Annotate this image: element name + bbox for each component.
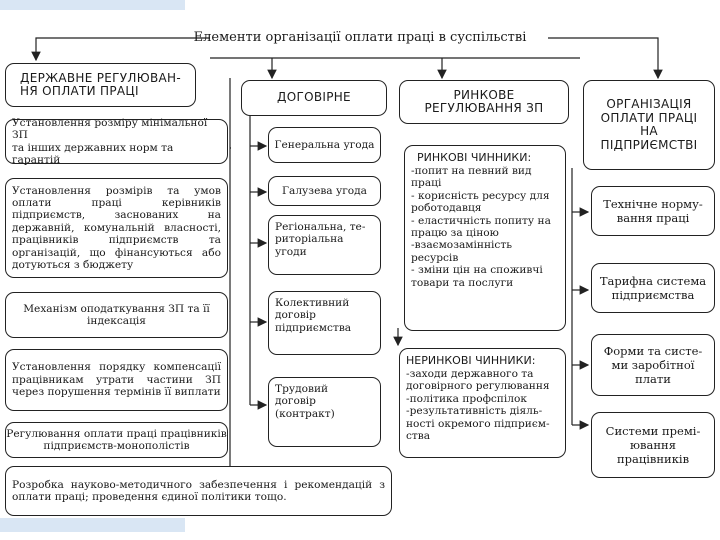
enterprise-item-bonus-text: Системи премі- ювання працівників	[605, 424, 701, 466]
state-item-compensation	[5, 349, 228, 411]
bottom-item-methodology	[5, 466, 392, 516]
market-factors-box	[404, 145, 566, 331]
contract-item-collective-text: Колективний договір підприємства	[275, 297, 352, 334]
enterprise-item-tariff	[591, 263, 715, 313]
enterprise-item-norms	[591, 186, 715, 236]
state-item-taxation-text: Механізм оподаткування ЗП та її індексація	[23, 302, 210, 327]
enterprise-item-norms-text: Технічне норму- вання праці	[603, 197, 703, 225]
enterprise-item-bonus	[591, 412, 715, 478]
contract-item-general	[268, 127, 381, 163]
market-factors-heading: РИНКОВІ ЧИННИКИ:	[417, 151, 532, 164]
diagram-title: Елементи організації оплати праці в суспільстві	[193, 30, 527, 45]
contract-item-regional-text: Регіональна, те- риторіальна угоди	[275, 221, 366, 258]
nonmarket-factors-list: -заходи державного та договірного регулювання -політика профспілок -результативність діяль- ності окремого підприєм- ства	[406, 368, 550, 443]
state-item-monopolists	[5, 422, 228, 458]
state-item-managers-pay-text: Установлення розмірів та умов оплати праці керівників підприємств, заснованих на державній, комунальній власності, працівників підприємств та організацій, що фінансуються або дотуються з бюджету	[12, 184, 221, 272]
state-item-monopolists-text: Регулювання оплати праці працівників підприємств-монополістів	[6, 427, 227, 452]
market-regulation-label: РИНКОВЕ РЕГУЛЮВАННЯ ЗП	[424, 87, 544, 115]
contract-item-labor-text: Трудовий договір (контракт)	[275, 383, 335, 420]
nonmarket-factors-box	[399, 348, 566, 458]
contract-regulation-box	[241, 80, 387, 116]
contract-item-collective	[268, 291, 381, 355]
contract-item-regional	[268, 215, 381, 275]
bottom-item-methodology-text: Розробка науково-методичного забезпечення і рекомендацій з оплати праці; проведення єдиної політики тощо.	[12, 478, 385, 503]
state-item-min-wage-text: Установлення розміру мінімальної ЗП та інших державних норм та гарантій	[12, 116, 208, 166]
state-regulation-label: ДЕРЖАВНЕ РЕГУЛЮВАН- НЯ ОПЛАТИ ПРАЦІ	[20, 70, 181, 98]
market-factors-list: -попит на певний вид праці - корисність ресурсу для роботодавця - еластичність попиту на працю за ціною -взаємозамінність ресурсів - зміни цін на споживчі товари та послуги	[411, 165, 551, 289]
market-regulation-box	[399, 80, 569, 124]
state-item-min-wage	[5, 116, 228, 166]
enterprise-item-forms-text: Форми та систе- ми заробітної плати	[603, 344, 703, 386]
enterprise-item-tariff-text: Тарифна система підприємства	[599, 274, 707, 302]
contract-item-general-text: Генеральна угода	[274, 138, 375, 151]
state-item-managers-pay	[5, 178, 228, 278]
state-item-taxation	[5, 292, 228, 338]
state-regulation-box	[5, 63, 196, 107]
contract-item-labor	[268, 377, 381, 447]
enterprise-organization-box	[583, 80, 715, 170]
contract-regulation-label: ДОГОВІРНЕ	[277, 90, 351, 105]
enterprise-organization-label: ОРГАНІЗАЦІЯ ОПЛАТИ ПРАЦІ НА ПІДПРИЄМСТВІ	[600, 97, 698, 152]
state-item-compensation-text: Установлення порядку компенсації працівникам утрати частини ЗП через порушення термінів її виплати	[12, 361, 221, 399]
contract-item-sector	[268, 176, 381, 206]
nonmarket-factors-heading: НЕРИНКОВІ ЧИННИКИ:	[406, 354, 536, 367]
enterprise-item-forms	[591, 334, 715, 396]
contract-item-sector-text: Галузева угода	[282, 184, 367, 197]
